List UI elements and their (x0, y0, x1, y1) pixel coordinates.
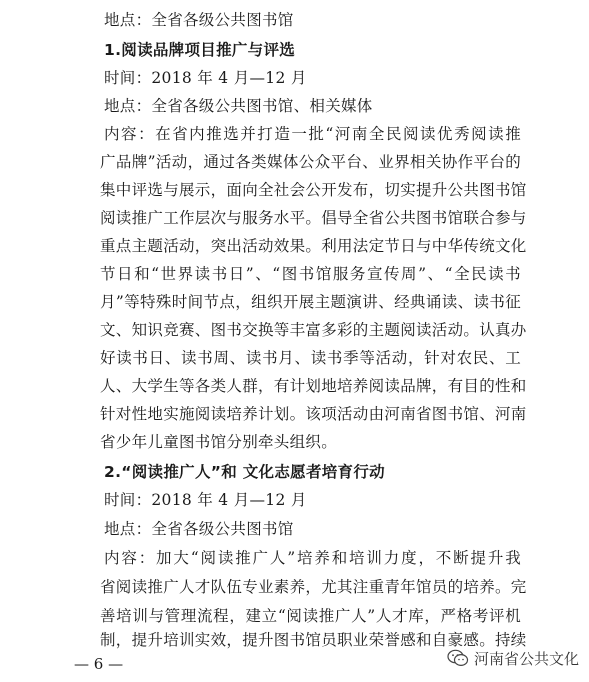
section-heading: 2.“阅读推广人”和 文化志愿者培育行动 (104, 463, 385, 481)
watermark (447, 647, 579, 669)
wechat-icon (447, 649, 469, 667)
paragraph-line: 省阅读推广人才队伍专业素养，尤其注重青年馆员的培养。完 (100, 578, 527, 596)
paragraph-line: 文、知识竞赛、图书交换等丰富多彩的主题阅读活动。认真办 (100, 321, 527, 339)
paragraph-line: 内容：加大“阅读推广人”培养和培训力度，不断提升我 (104, 549, 521, 567)
paragraph-line: 内容：在省内推选并打造一批“河南全民阅读优秀阅读推 (104, 125, 521, 143)
paragraph-line: 广品牌”活动，通过各类媒体公众平台、业界相关协作平台的 (100, 153, 521, 171)
body-line: 地点：全省各级公共图书馆 (104, 11, 294, 29)
body-line: 时间：2018 年 4 月—12 月 (104, 491, 307, 509)
paragraph-line: 人、大学生等各类人群，有计划地培养阅读品牌，有目的性和 (100, 377, 527, 395)
paragraph-line: 省少年儿童图书馆分别牵头组织。 (100, 433, 338, 451)
body-line: 地点：全省各级公共图书馆、相关媒体 (104, 97, 373, 115)
paragraph-line: 月”等特殊时间节点，组织开展主题演讲、经典诵读、读书征 (100, 293, 521, 311)
section-heading: 1.阅读品牌项目推广与评选 (104, 41, 296, 59)
page-number: — 6 — (74, 655, 124, 673)
paragraph-line: 阅读推广工作层次与服务水平。倡导全省公共图书馆联合参与 (100, 209, 527, 227)
paragraph-line: 善培训与管理流程，建立“阅读推广人”人才库，严格考评机 (100, 607, 521, 625)
paragraph-line: 制，提升培训实效，提升图书馆员职业荣誉感和自豪感。持续 (100, 631, 527, 649)
paragraph-line: 重点主题活动，突出活动效果。利用法定节日与中华传统文化 (100, 237, 527, 255)
body-line: 时间：2018 年 4 月—12 月 (104, 69, 307, 87)
paragraph-line: 集中评选与展示，面向全社会公开发布，切实提升公共图书馆 (100, 181, 527, 199)
paragraph-line: 针对性地实施阅读培养计划。该项活动由河南省图书馆、河南 (100, 405, 527, 423)
body-line: 地点：全省各级公共图书馆 (104, 520, 294, 538)
paragraph-line: 好读书日、读书周、读书月、读书季等活动，针对农民、工 (100, 349, 521, 367)
watermark-text: 河南省公共文化 (474, 649, 580, 668)
paragraph-line: 节日和“世界读书日”、“图书馆服务宣传周”、“全民读书 (100, 265, 521, 283)
